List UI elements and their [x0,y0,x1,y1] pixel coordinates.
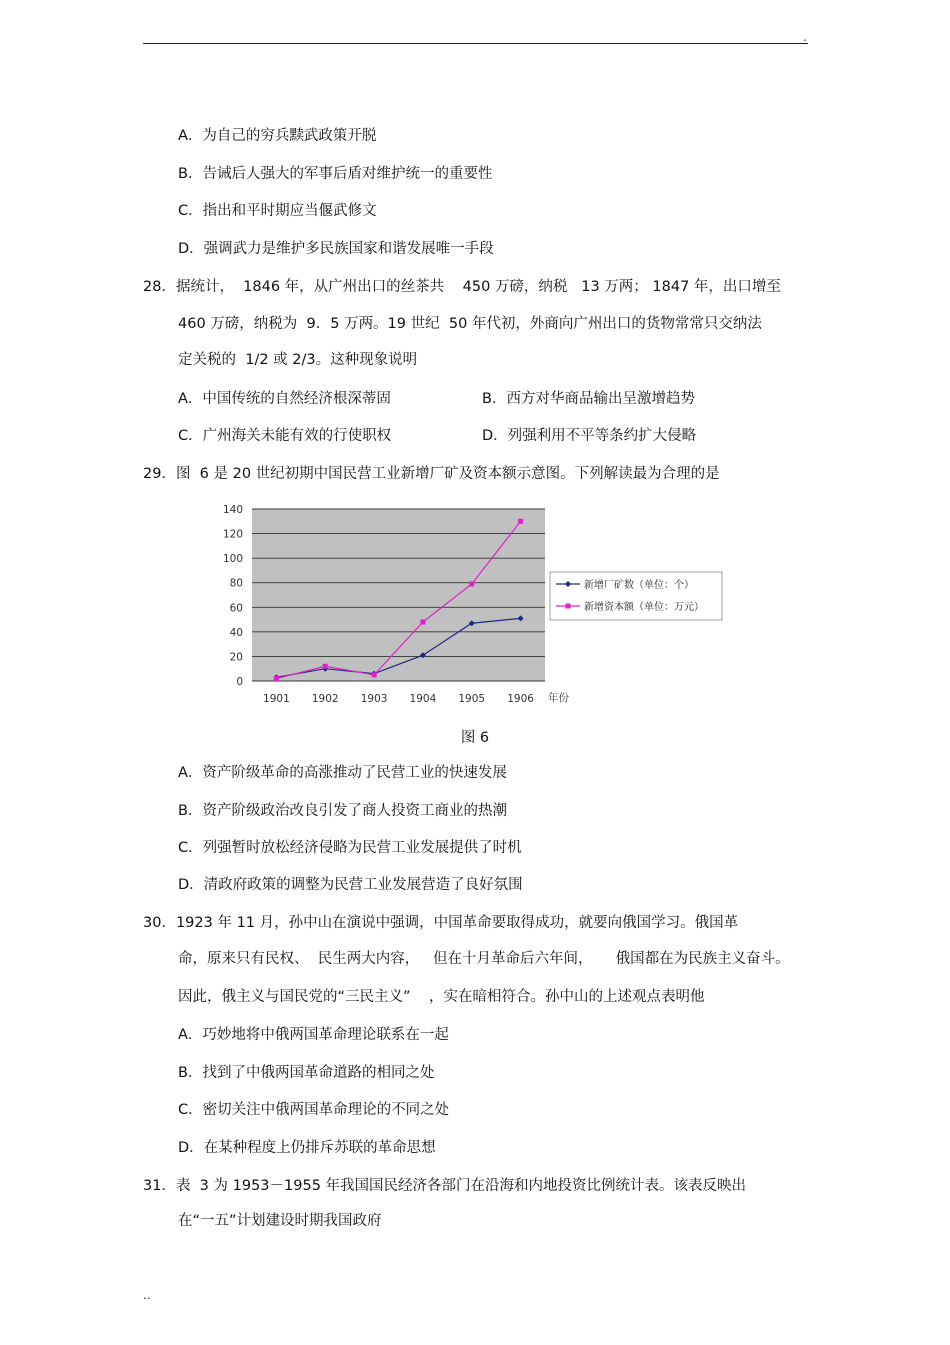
x-tick-label: 1903 [360,693,388,705]
y-tick-label: 80 [229,577,243,590]
q27-option-d: D．强调武力是维护多民族国家和谐发展唯一手段 [178,241,494,257]
q29-option-a: A．资产阶级革命的高涨推动了民营工业的快速发展 [178,765,507,781]
y-tick-label: 140 [222,504,243,516]
data-point [274,676,279,681]
y-tick-label: 100 [222,553,243,566]
legend-label: 新增资本额（单位：万元） [584,602,704,613]
legend-label: 新增厂矿数（单位：个） [584,580,694,591]
x-axis-label: 年份 [548,692,569,704]
q28-option-b: B．西方对华商品输出呈激增趋势 [482,391,695,407]
figure-caption: 图 6 [460,730,490,746]
data-point [420,620,425,625]
q30-option-d: D．在某种程度上仍排斥苏联的革命思想 [178,1140,436,1156]
q29-option-d: D．清政府政策的调整为民营工业发展营造了良好氛围 [178,877,523,893]
q30-stem-line-2: 命，原来只有民权、 民生两大内容， 但在十月革命后六年间， 俄国都在为民族主义奋斗。 [178,951,790,967]
x-tick-label: 1904 [409,693,437,705]
x-tick-label: 1905 [458,693,486,705]
q28-option-a: A．中国传统的自然经济根深蒂固 [178,391,391,407]
q31-stem-line-1: 31．表 3 为 1953－1955 年我国国民经济各部门在沿海和内地投资比例统计表。该表反映出 [143,1178,747,1194]
data-point [469,581,474,586]
y-tick-label: 20 [229,651,243,664]
q28-option-d: D．列强利用不平等条约扩大侵略 [482,428,697,444]
q30-option-a: A．巧妙地将中俄两国革命理论联系在一起 [178,1027,449,1043]
x-tick-label: 1906 [507,693,534,705]
figure-6-chart [212,497,733,710]
q27-option-b: B．告诫后人强大的军事后盾对维护统一的重要性 [178,166,493,182]
q28-option-c: C．广州海关未能有效的行使职权 [178,428,392,444]
q27-option-a: A．为自己的穷兵黩武政策开脱 [178,128,377,144]
q27-option-c: C．指出和平时期应当偃武修文 [178,203,377,219]
y-tick-label: 60 [229,602,243,615]
q29-option-b: B．资产阶级政治改良引发了商人投资工商业的热潮 [178,803,507,819]
q28-stem-line-1: 28．据统计， 1846 年，从广州出口的丝茶共 450 万磅，纳税 13 万两； 1847 年，出口增至 [143,279,781,295]
y-tick-label: 40 [229,626,243,639]
q30-stem-line-3: 因此，俄主义与国民党的“三民主义” ，实在暗相符合。孙中山的上述观点表明他 [178,989,705,1005]
line-chart [212,497,733,710]
header-rule [143,43,808,44]
y-tick-label: 0 [236,676,243,688]
legend-marker [566,604,571,609]
plot-area [252,509,545,681]
q30-option-b: B．找到了中俄两国革命道路的相同之处 [178,1065,435,1081]
x-tick-label: 1901 [263,693,290,705]
header-corner-mark: . [803,30,807,44]
q28-stem-line-2: 460 万磅，纳税为 9．5 万两。19 世纪 50 年代初，外商向广州出口的货物常常只交纳法 [178,316,762,332]
q31-stem-line-2: 在“一五”计划建设时期我国政府 [178,1213,382,1229]
data-point [518,519,523,524]
q29-stem: 29．图 6 是 20 世纪初期中国民营工业新增厂矿及资本额示意图。下列解读最为合理的是 [143,466,720,482]
data-point [372,672,377,677]
q30-stem-line-1: 30．1923 年 11 月，孙中山在演说中强调，中国革命要取得成功，就要向俄国学习。俄国革 [143,915,739,931]
q30-option-c: C．密切关注中俄两国革命理论的不同之处 [178,1102,450,1118]
y-tick-label: 120 [222,528,243,541]
q28-stem-line-3: 定关税的 1/2 或 2/3。这种现象说明 [178,352,418,368]
footer-corner-mark: .. [143,1288,151,1302]
data-point [323,664,328,669]
x-tick-label: 1902 [311,693,339,705]
q29-option-c: C．列强暂时放松经济侵略为民营工业发展提供了时机 [178,840,522,856]
